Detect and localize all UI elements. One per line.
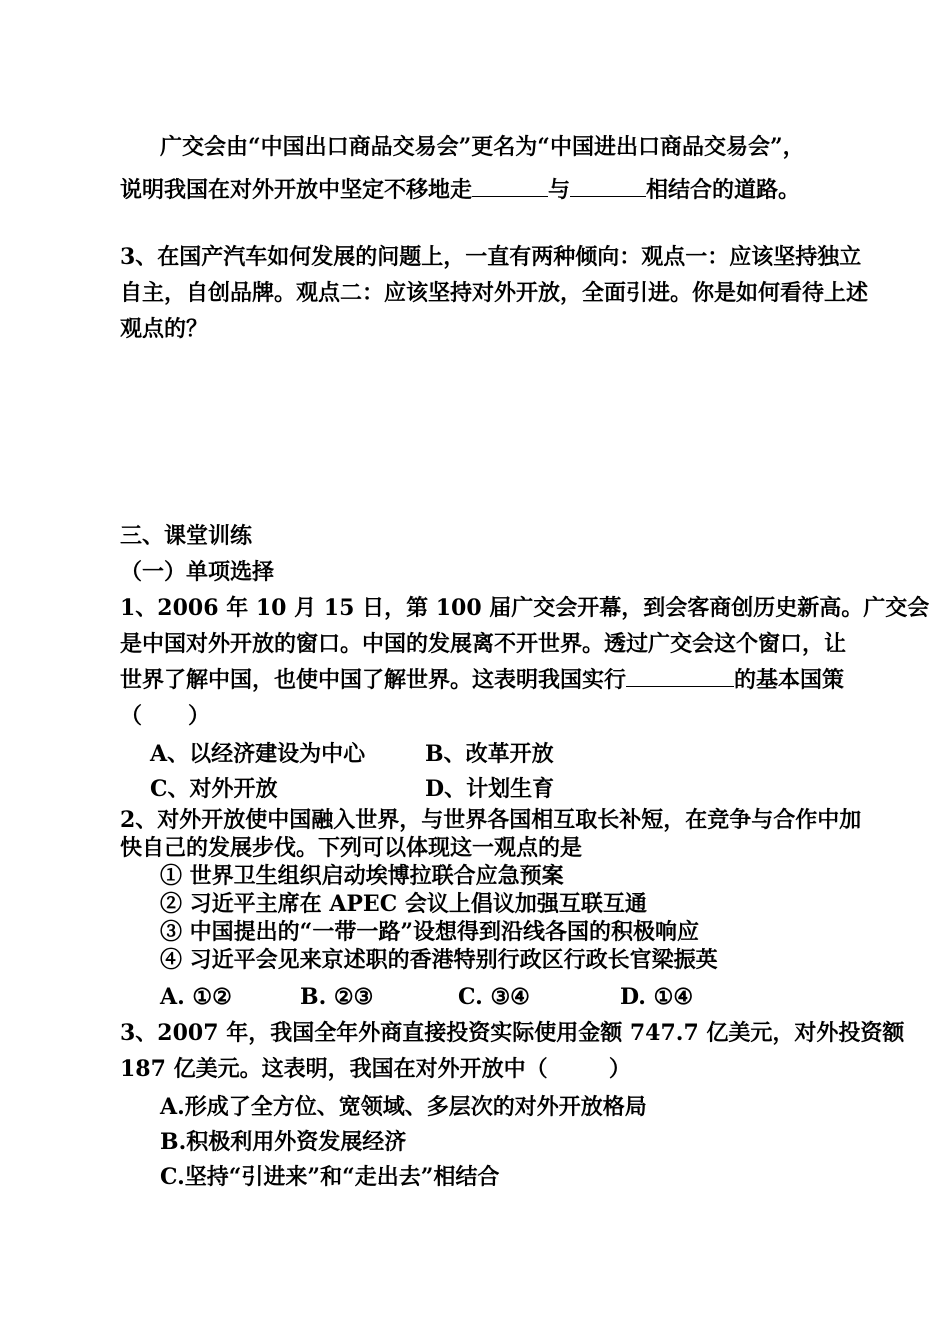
q3-option-a: A.形成了全方位、宽领域、多层次的对外开放格局 xyxy=(160,1094,647,1120)
intro-line-2 xyxy=(120,176,800,204)
section-title: 三、课堂训练 xyxy=(120,523,253,549)
q1-line-1: 1、2006 年 10 月 15 日，第 100 届广交会开幕，到会客商创历史新高。广交会 xyxy=(120,595,930,621)
q2-item-1: ① 世界卫生组织启动埃博拉联合应急预案 xyxy=(160,863,564,889)
q2-line-1: 2、对外开放使中国融入世界，与世界各国相互取长补短，在竞争与合作中加 xyxy=(120,807,862,833)
q2-option-c: C. ③④ xyxy=(458,984,530,1010)
q3-intro-line-1: 3、在国产汽车如何发展的问题上，一直有两种倾向：观点一：应该坚持独立 xyxy=(120,244,862,270)
fill-blank-2 xyxy=(570,176,646,197)
q2-option-b: B. ②③ xyxy=(300,984,374,1010)
q1-answer-paren: （ ） xyxy=(120,703,210,729)
q3-option-b: B.积极利用外资发展经济 xyxy=(160,1129,407,1155)
fill-blank-1 xyxy=(472,176,548,197)
q1-option-b: B、改革开放 xyxy=(425,741,554,767)
q2-option-d: D. ①④ xyxy=(620,984,694,1010)
intro-line-2-text-b: 与 xyxy=(548,177,571,203)
intro-line-1: 广交会由“中国出口商品交易会”更名为“中国进出口商品交易会”， xyxy=(160,134,805,160)
q3-intro-line-2: 自主，自创品牌。观点二：应该坚持对外开放，全面引进。你是如何看待上述 xyxy=(120,280,869,306)
section-subtitle: （一）单项选择 xyxy=(120,559,275,585)
q3-intro-line-3: 观点的？ xyxy=(120,316,209,342)
intro-line-2-text-a: 说明我国在对外开放中坚定不移地走 xyxy=(120,177,473,203)
q1-option-d: D、计划生育 xyxy=(425,776,555,802)
q1-line-3 xyxy=(120,666,844,694)
q2-line-2: 快自己的发展步伐。下列可以体现这一观点的是 xyxy=(120,835,583,861)
q1-line-3-text-a: 世界了解中国，也使中国了解世界。这表明我国实行 xyxy=(120,667,627,693)
q2-item-4: ④ 习近平会见来京述职的香港特别行政区行政长官梁振英 xyxy=(160,947,718,973)
intro-line-2-text-c: 相结合的道路。 xyxy=(646,177,801,203)
q1-option-c: C、对外开放 xyxy=(150,776,278,802)
q1-option-a: A、以经济建设为中心 xyxy=(150,741,366,767)
q2-item-2: ② 习近平主席在 APEC 会议上倡议加强互联互通 xyxy=(160,891,647,917)
q1-fill-blank xyxy=(626,666,734,687)
q1-line-2: 是中国对外开放的窗口。中国的发展离不开世界。透过广交会这个窗口，让 xyxy=(120,631,847,657)
q3-line-2: 187 亿美元。这表明，我国在对外开放中（ ） xyxy=(120,1056,631,1082)
q3-option-c: C.坚持“引进来”和“走出去”相结合 xyxy=(160,1164,500,1190)
q2-item-3: ③ 中国提出的“一带一路”设想得到沿线各国的积极响应 xyxy=(160,919,699,945)
q3-line-1: 3、2007 年，我国全年外商直接投资实际使用金额 747.7 亿美元，对外投资额 xyxy=(120,1020,905,1046)
q1-line-3-text-b: 的基本国策 xyxy=(734,667,845,693)
q2-option-a: A. ①② xyxy=(160,984,232,1010)
